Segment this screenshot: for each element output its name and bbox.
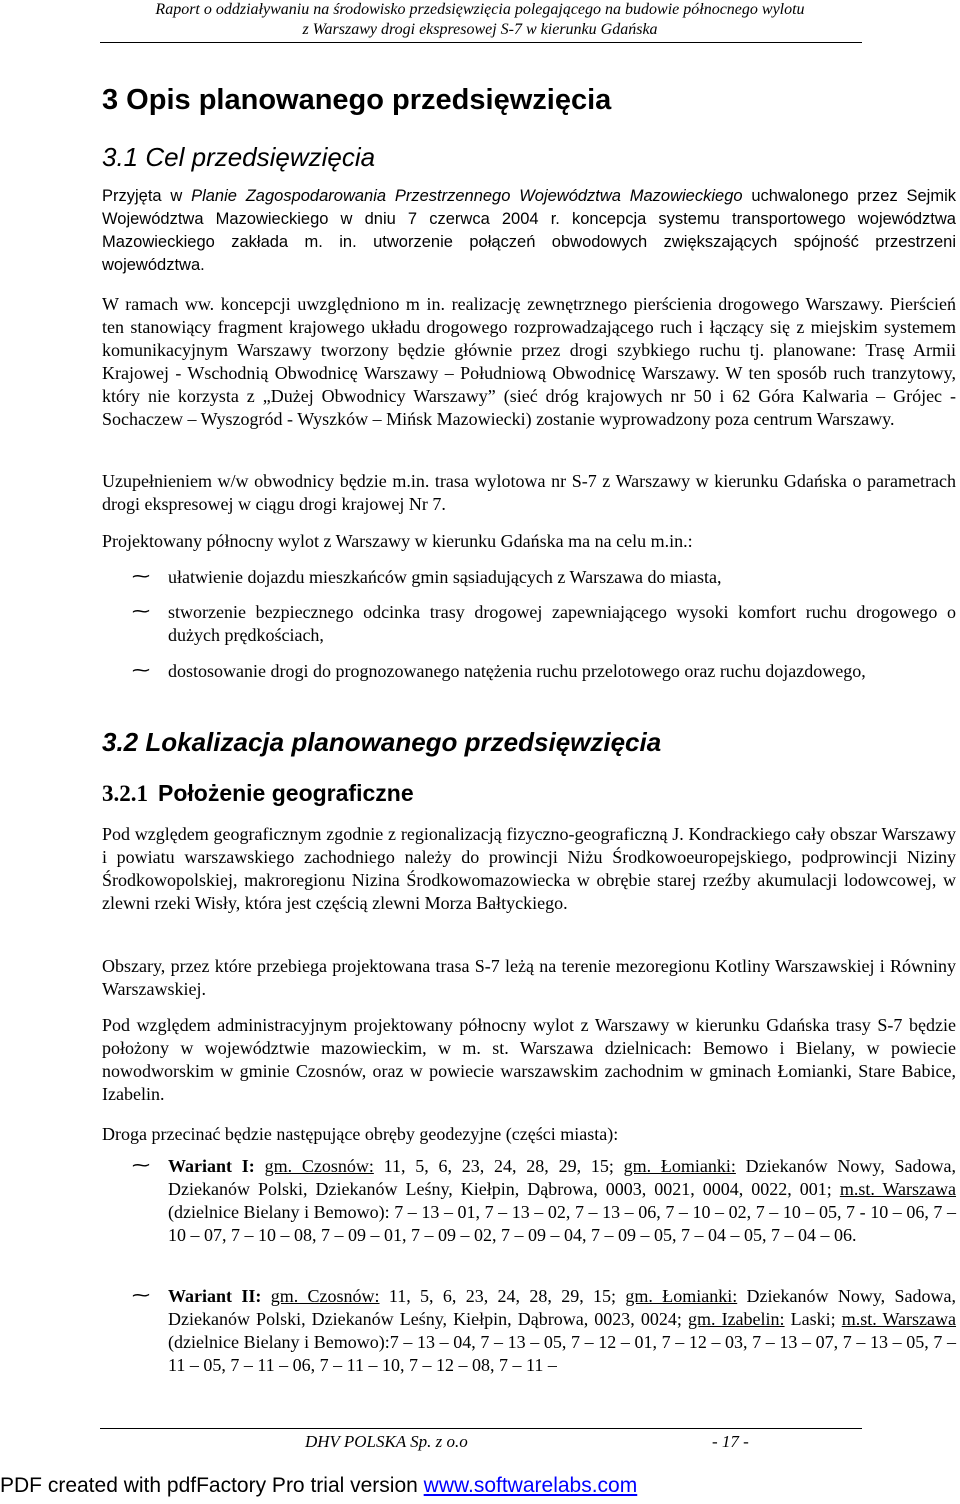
footer-divider — [100, 1428, 862, 1429]
section-3-2-1-paragraph-4: Droga przecinać będzie następujące obręby geodezyjne (części miasta): — [102, 1124, 619, 1144]
running-header-line2: z Warszawy drogi ekspresowej S-7 w kierunku Gdańska — [302, 21, 658, 38]
section-3-2-1-paragraph-3: Pod względem administracyjnym projektowany północny wylot z Warszawy w kierunku Gdańska trasy S-7 będzie położony w województwie mazowieckim, w m. st. Warszawa dzielnicach: Bemowo i Bielany, w powiecie nowodworskim w gminie Czosnów, oraz w powiecie warszawskim zachodnim w gminach Łomianki, Stare Babice, Izabelin. — [102, 1015, 956, 1104]
bullet-icon: ⁓ — [132, 660, 150, 681]
bullet-icon: ⁓ — [132, 1155, 150, 1176]
bullet-icon: ⁓ — [132, 601, 150, 622]
variant-2-text: Wariant II: gm. Czosnów: 11, 5, 6, 23, 24, 28, 29, 15; gm. Łomianki: Dziekanów Nowy, Sadowa, Dziekanów Polski, Dziekanów Leśny, Kiełpin, Dąbrowa, 0023, 0024; gm. Izabelin: Laski; m.st. Warszawa (dzielnice Bielany i Bemowo):7 – 13 – 04, 7 – 13 – 05, 7 – 12 – 01, 7 – 12 – 03, 7 – 13 – 07, 7 – 13 – 05, 7 – 11 – 05, 7 – 11 – 06, 7 – 11 – 10, 7 – 12 – 08, 7 – 11 – — [168, 1286, 957, 1375]
variant-1-text: Wariant I: gm. Czosnów: 11, 5, 6, 23, 24, 28, 29, 15; gm. Łomianki: Dziekanów Nowy, Sadowa, Dziekanów Polski, Dziekanów Leśny, Kiełpin, Dąbrowa, 0003, 0021, 0004, 0022, 001; m.st. Warszawa (dzielnice Bielany i Bemowo): 7 – 13 – 01, 7 – 13 – 02, 7 – 13 – 06, 7 – 10 – 02, 7 – 10 – 05, 7 - 10 – 06, 7 – 10 – 07, 7 – 10 – 08, 7 – 09 – 01, 7 – 09 – 02, 7 – 09 – 04, 7 – 09 – 05, 7 – 04 – 05, 7 – 04 – 06. — [168, 1156, 957, 1245]
pdf-trial-banner — [0, 1474, 637, 1498]
bullet-text: ułatwienie dojazdu mieszkańców gmin sąsiadujących z Warszawa do miasta, — [168, 567, 722, 587]
bullet-icon: ⁓ — [132, 1285, 150, 1306]
section-3-2-1-paragraph-2: Obszary, przez które przebiega projektowana trasa S-7 leżą na terenie mezoregionu Kotliny Warszawskiej i Równiny Warszawskiej. — [102, 956, 956, 999]
section-3-1-paragraph-2: W ramach ww. koncepcji uwzględniono m in. realizację zewnętrznego pierścienia drogowego Warszawy. Pierścień ten stanowiący fragment krajowego układu drogowego rozprowadzającego ruch i łączący się z miejskim systemem komunikacyjnym Warszawy tworzony będzie głównie przez drogi szybkiego ruchu tj. planowane: Trasę Armii Krajowej - Wschodnią Obwodnicę Warszawy – Południową Obwodnicę Warszawy. W ten sposób ruch tranzytowy, który nie korzysta z „Dużej Obwodnicy Warszawy” (sieć dróg krajowych nr 50 i 62 Góra Kalwaria – Grójec - Sochaczew – Wyszogród - Wyszków – Mińsk Mazowiecki) zostanie wyprowadzony poza centrum Warszawy. — [102, 294, 956, 429]
softwarelabs-link[interactable]: www.softwarelabs.com — [423, 1474, 638, 1497]
section-3-1-paragraph-3: Uzupełnieniem w/w obwodnicy będzie m.in. trasa wylotowa nr S-7 z Warszawy w kierunku Gdańska o parametrach drogi ekspresowej w ciągu drogi krajowej Nr 7. — [102, 471, 956, 514]
section-3-2-heading: 3.2 Lokalizacja planowanego przedsięwzięcia — [102, 727, 662, 757]
footer-company: DHV POLSKA Sp. z o.o — [305, 1432, 468, 1451]
pdf-banner-text: PDF created with pdfFactory Pro trial version — [0, 1474, 424, 1497]
section-3-2-1-heading: 3.2.1 Położenie geograficzne — [102, 780, 414, 806]
section-3-1-paragraph-4: Projektowany północny wylot z Warszawy w kierunku Gdańska ma na celu m.in.: — [102, 531, 693, 551]
bullet-text: dostosowanie drogi do prognozowanego natężenia ruchu przelotowego oraz ruchu dojazdowego, — [168, 661, 866, 681]
bullet-text: stworzenie bezpiecznego odcinka trasy drogowej zapewniającego wysoki komfort ruchu drogowego o dużych prędkościach, — [168, 602, 956, 645]
footer-page-number: - 17 - — [712, 1432, 749, 1451]
header-divider — [100, 42, 862, 43]
section-3-heading: 3 Opis planowanego przedsięwzięcia — [102, 84, 612, 116]
section-3-1-paragraph-1: Przyjęta w Planie Zagospodarowania Przestrzennego Województwa Mazowieckiego uchwalonego przez Sejmik Województwa Mazowieckiego w dniu 7 czerwca 2004 r. koncepcja systemu transportowego województwa Mazowieckiego zakłada m. in. utworzenie połączeń obwodowych zwiększających spójność przestrzeni województwa. — [102, 187, 956, 274]
running-header-line1: Raport o oddziaływaniu na środowisko przedsięwzięcia polegającego na budowie północnego wylotu — [155, 1, 805, 18]
section-3-1-heading: 3.1 Cel przedsięwzięcia — [102, 142, 376, 172]
section-3-2-1-paragraph-1: Pod względem geograficznym zgodnie z regionalizacją fizyczno-geograficzną J. Kondrackiego cały obszar Warszawy i powiatu warszawskiego zachodniego należy do prowincji Niżu Środkowoeuropejskiego, podprowincji Niziny Środkowopolskiej, makroregionu Nizina Środkowomazowiecka w obrębie starej rzeźby akumulacji lodowcowej, w zlewni rzeki Wisły, która jest częścią zlewni Morza Bałtyckiego. — [102, 824, 956, 913]
bullet-icon: ⁓ — [132, 566, 150, 587]
